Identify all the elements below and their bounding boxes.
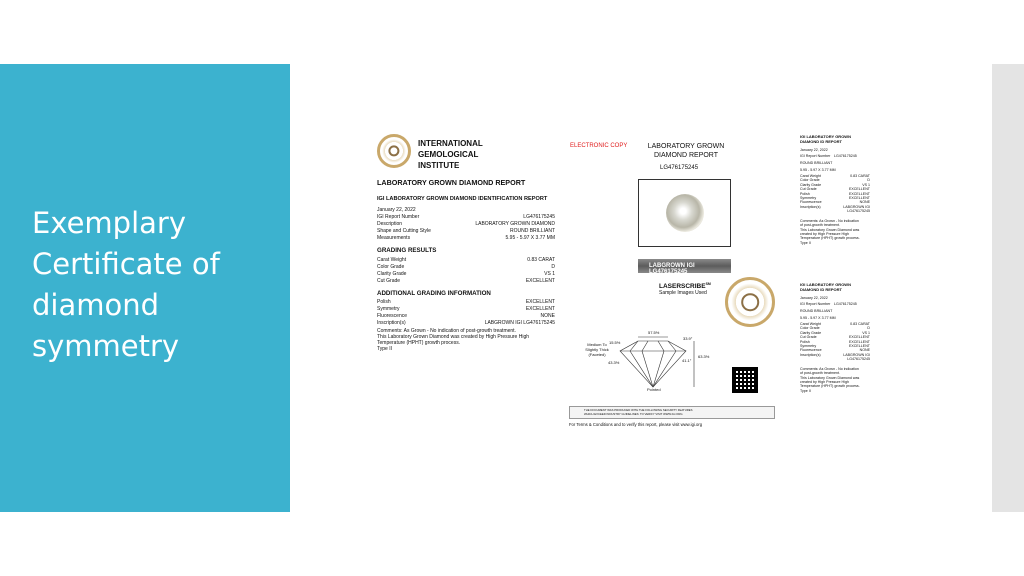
card-row-value: 0.83 CARAT — [850, 174, 870, 178]
row-label: Symmetry — [377, 306, 400, 312]
pavilion-pct: 43.3% — [608, 360, 620, 365]
row-label: Shape and Cutting Style — [377, 228, 431, 234]
comment-line: This Laboratory Grown Diamond was created by High Pressure High — [377, 334, 530, 340]
igi-seal-logo — [377, 134, 411, 168]
card-row-label: Carat Weight — [800, 174, 821, 178]
card-row — [800, 357, 870, 361]
certificate-image — [372, 131, 872, 436]
card-row-value: D — [867, 326, 870, 331]
card-comment-line: Type II — [800, 388, 811, 393]
card-comment-line: Temperature (HPHT) growth process. — [800, 384, 860, 389]
row-label: Polish — [377, 299, 391, 305]
card-row-value: EXCELLENT — [849, 191, 870, 196]
card-comment-line: This Laboratory Grown Diamond was — [800, 375, 860, 380]
culet-label: Pointed — [647, 387, 661, 392]
row-value: LG476175245 — [523, 214, 555, 220]
card-row-value: EXCELLENT — [849, 343, 870, 348]
diamond-photo — [666, 194, 704, 232]
laser-inscription-text: LABGROWN IGI LG476175245 — [649, 263, 695, 275]
card-row-label: Clarity Grade — [800, 182, 822, 187]
card-row-value: LG476175245 — [847, 209, 870, 214]
card-rows — [800, 174, 870, 214]
card-comments — [800, 219, 860, 245]
card-shape: ROUND BRILLIANT — [800, 161, 833, 165]
security-disclaimer — [569, 406, 775, 419]
row-value: D — [551, 264, 555, 270]
org-line: INTERNATIONAL — [418, 139, 483, 148]
card-row-label: Inscription(s) — [800, 352, 821, 357]
card-row-label: Clarity Grade — [800, 330, 822, 335]
diamond-photo-frame — [638, 179, 731, 247]
card-heading-line: DIAMOND ID REPORT — [800, 138, 842, 144]
diamond-outline — [620, 341, 686, 387]
row-label: Measurements — [377, 235, 411, 241]
card-heading — [800, 283, 851, 293]
card-row — [800, 209, 870, 213]
pavilion-angle: 41.1° — [682, 358, 692, 363]
row-label: Cut Grade — [377, 278, 401, 284]
card-row-value: D — [867, 178, 870, 183]
card-row-label: Fluorescence — [800, 200, 822, 205]
center-heading — [638, 142, 734, 160]
card-row-label: Carat Weight — [800, 322, 821, 326]
card-row-label: Inscription(s) — [800, 204, 821, 209]
row-value: VS 1 — [544, 271, 555, 277]
card-report: LG476175245 — [834, 302, 857, 306]
center-report-number: LG476175245 — [660, 165, 699, 171]
card-comment-line: Temperature (HPHT) growth process. — [800, 236, 860, 241]
card-comments — [800, 367, 860, 393]
row-value: 5.95 - 5.97 X 3.77 MM — [505, 235, 555, 241]
depth-pct: 63.3% — [698, 354, 710, 359]
card-shape: ROUND BRILLIANT — [800, 309, 833, 313]
card-row-value: VS 1 — [862, 330, 870, 335]
row-value: NONE — [540, 313, 555, 319]
card-date: January 22, 2022 — [800, 148, 828, 152]
footer-verify: For Terms & Conditions and to verify this report, please visit www.igi.org — [569, 422, 703, 427]
crown-angle: 33.9° — [683, 336, 693, 341]
card-measurements: 5.95 - 5.97 X 3.77 MM — [800, 168, 836, 172]
id-section-heading: IGI LABORATORY GROWN DIAMOND IDENTIFICATION REPORT — [377, 196, 548, 202]
card-row-value: LABGROWN IGI — [843, 352, 870, 357]
sm-mark: SM — [705, 282, 711, 286]
card-row-value: LABGROWN IGI — [843, 204, 870, 209]
row-value: EXCELLENT — [525, 278, 555, 284]
row-value: LABGROWN IGI LG476175245 — [484, 320, 555, 326]
laserscribe-text: LASERSCRIBE — [659, 283, 706, 291]
card-heading-line: IGI LABORATORY GROWN — [800, 282, 851, 287]
disclaimer-line: WHICH EXCEED INDUSTRY GUIDELINES: TO VERIFY VISIT WWW.IGI.ORG — [584, 412, 683, 416]
girdle-description — [582, 343, 612, 357]
card-row-label: Polish — [800, 191, 810, 196]
card-row-value: NONE — [859, 348, 870, 353]
row-value: EXCELLENT — [525, 299, 555, 305]
row-value: LABORATORY GROWN DIAMOND — [475, 221, 555, 227]
title-line: diamond — [32, 288, 160, 322]
row-value: 0.83 CARAT — [527, 257, 555, 263]
card-row-value: 0.83 CARAT — [850, 322, 870, 326]
card-comment-line: of post-growth treatment. — [800, 223, 840, 228]
grading-heading: GRADING RESULTS — [377, 247, 437, 254]
card-row-label: Cut Grade — [800, 187, 817, 192]
comment-line: Temperature (HPHT) growth process. — [377, 340, 461, 346]
proportion-diagram — [582, 327, 742, 397]
card-row-value: EXCELLENT — [849, 187, 870, 192]
card-rows — [800, 322, 870, 362]
row-label: IGI Report Number — [377, 214, 420, 220]
org-line: INSTITUTE — [418, 161, 460, 170]
card-report: LG476175245 — [834, 154, 857, 158]
row-label: Carat Weight — [377, 257, 407, 263]
card-row-value: EXCELLENT — [849, 335, 870, 340]
center-heading-line: LABORATORY GROWN — [647, 143, 725, 150]
card-heading-line: DIAMOND ID REPORT — [800, 286, 842, 292]
card-report-label: IGI Report Number — [800, 302, 831, 306]
row-label: Inscription(s) — [377, 320, 406, 326]
card-row-label: Polish — [800, 339, 810, 344]
card-row-label: Color Grade — [800, 326, 820, 331]
id-card-bottom — [800, 283, 870, 411]
girdle-line: (Faceted) — [588, 351, 606, 357]
card-measurements: 5.95 - 5.97 X 3.77 MM — [800, 316, 836, 320]
card-comment-line: created by High Pressure High — [800, 231, 849, 236]
electronic-copy-label: ELECTRONIC COPY — [570, 143, 628, 149]
center-heading-line: DIAMOND REPORT — [653, 152, 719, 159]
row-label: Description — [377, 221, 403, 227]
card-row-label: Fluorescence — [800, 348, 822, 353]
card-comment-line: Comments: As Grown - No indication — [800, 367, 859, 371]
card-row-value: LG476175245 — [847, 357, 870, 362]
slide-title — [32, 203, 282, 367]
card-date: January 22, 2022 — [800, 296, 828, 300]
row-value: ROUND BRILLIANT — [509, 228, 555, 234]
row-label: Color Grade — [377, 264, 405, 270]
laser-inscription-bar — [638, 259, 731, 273]
title-line: symmetry — [32, 329, 180, 363]
igi-gold-seal — [725, 277, 775, 327]
girdle-line: Medium To — [587, 342, 607, 347]
crown-pct: 15.5% — [609, 340, 621, 345]
row-value: EXCELLENT — [525, 306, 555, 312]
card-row-label: Color Grade — [800, 178, 820, 183]
row-label: Fluorescence — [377, 313, 408, 319]
card-comment-line: Type II — [800, 240, 811, 245]
card-comment-line: created by High Pressure High — [800, 379, 849, 384]
qr-code — [732, 367, 758, 393]
card-row-label: Symmetry — [800, 195, 817, 200]
title-line: Certificate of — [32, 247, 220, 281]
card-row-value: EXCELLENT — [849, 339, 870, 344]
comments — [377, 328, 529, 352]
sample-images-note: Sample Images Used — [659, 290, 707, 296]
comment-line: Type II — [377, 346, 393, 352]
card-row-label: Cut Grade — [800, 335, 817, 340]
table-pct: 57.5% — [648, 330, 660, 335]
card-comment-line: Comments: As Grown - No indication — [800, 219, 859, 223]
id-card-top — [800, 135, 870, 263]
card-heading — [800, 135, 851, 145]
card-row-value: NONE — [859, 200, 870, 205]
card-row-label: Symmetry — [800, 343, 817, 348]
right-edge-strip — [992, 64, 1024, 512]
card-comment-line: This Laboratory Grown Diamond was — [800, 227, 860, 232]
card-comment-line: of post-growth treatment. — [800, 371, 840, 376]
title-line: Exemplary — [32, 206, 187, 240]
card-report-label: IGI Report Number — [800, 154, 831, 158]
comment-line: Comments: As Grown - No indication of post-growth treatment. — [377, 328, 516, 334]
card-heading-line: IGI LABORATORY GROWN — [800, 134, 851, 139]
row-label: Clarity Grade — [377, 271, 407, 277]
org-line: GEMOLOGICAL — [418, 150, 479, 159]
disclaimer-line: THE DOCUMENT WAS PRODUCED WITH THE FOLLOWING SECURITY FEATURES — [584, 408, 693, 412]
girdle-line: Slightly Thick — [585, 346, 609, 352]
report-heading: LABORATORY GROWN DIAMOND REPORT — [377, 178, 526, 187]
additional-heading: ADDITIONAL GRADING INFORMATION — [377, 290, 491, 297]
card-row-value: EXCELLENT — [849, 195, 870, 200]
org-name — [418, 138, 483, 171]
card-row-value: VS 1 — [862, 182, 870, 187]
date-value: January 22, 2022 — [377, 207, 416, 213]
